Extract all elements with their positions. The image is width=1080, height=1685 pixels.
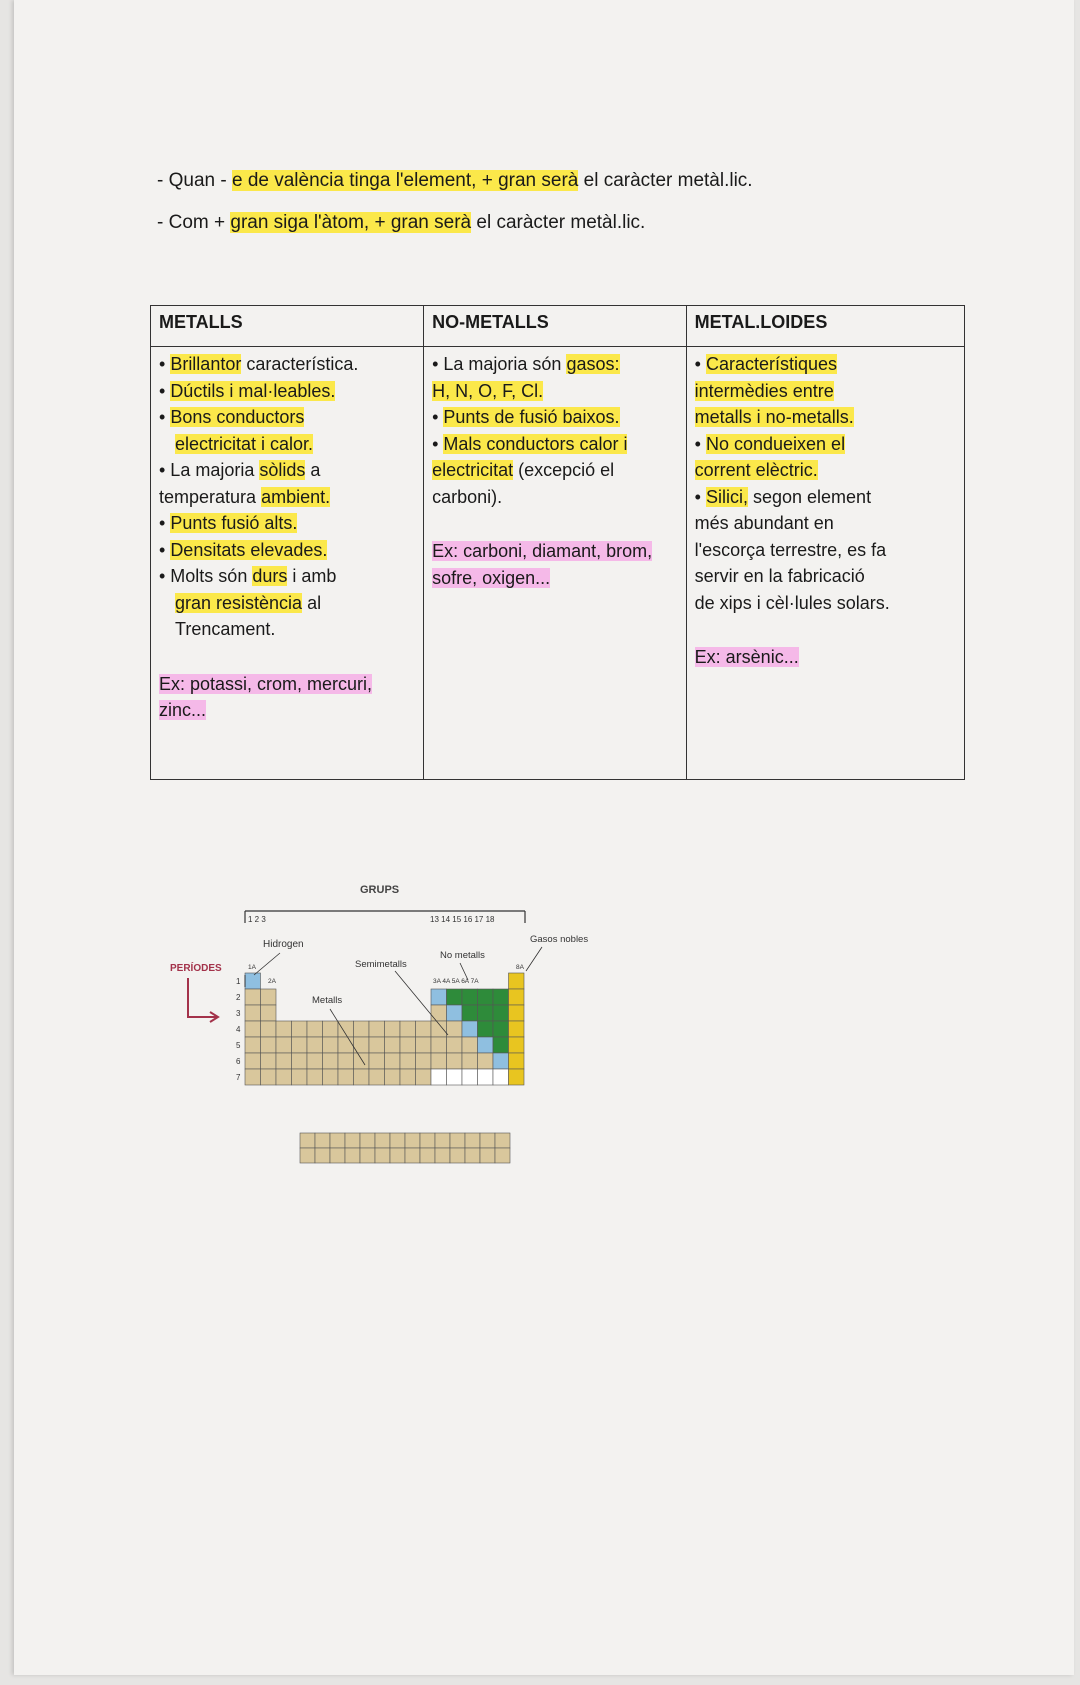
gasos-nobles-label: Gasos nobles [530,934,589,945]
properties-table [150,305,965,780]
metalls-label: Metalls [312,995,343,1006]
element-cell [323,1053,339,1069]
periodes-label: PERÍODES [170,963,222,974]
periodic-cells [245,973,524,1085]
element-cell [330,1133,345,1148]
element-cell [431,1069,447,1085]
table-body-row [151,347,965,780]
list-item: corrent elèctric. [694,460,818,480]
element-cell [509,1053,525,1069]
element-cell [493,1069,509,1085]
element-cell [416,1053,432,1069]
element-cell [338,1037,354,1053]
period-labels [236,977,241,1082]
cell-no-metalls [424,347,687,780]
element-cell [465,1148,480,1163]
element-cell [509,1069,525,1085]
element-cell [478,989,494,1005]
element-cell [245,1005,261,1021]
element-cell [307,1021,323,1037]
rule-highlight: e de valència tinga l'element, + gran serà [231,170,579,191]
element-cell [400,1053,416,1069]
element-cell [245,1037,261,1053]
header-metalls: METALLS [151,306,424,347]
element-cell [261,1021,277,1037]
element-cell [431,1053,447,1069]
element-cell [420,1148,435,1163]
element-cell [261,989,277,1005]
element-cell [385,1053,401,1069]
list-item: intermèdies entre [694,380,834,401]
element-cell [450,1133,465,1148]
list-item: carboni). [432,486,503,507]
element-cell [447,1053,463,1069]
element-cell [385,1069,401,1085]
element-cell [400,1037,416,1053]
element-cell [416,1069,432,1085]
element-cell [462,1005,478,1021]
rule-highlight: gran siga l'àtom, + gran serà [230,212,472,233]
list-item: H, N, O, F, Cl. [432,380,544,401]
list-item: • Silici, segon element [694,486,872,507]
element-cell [261,1005,277,1021]
list-item: electricitat (excepció el [432,460,615,480]
gasos-nobles-pointer [526,947,542,971]
list-item: • La majoria són gasos: [432,354,620,374]
element-cell [493,989,509,1005]
list-item: temperatura ambient. [159,486,331,507]
no-metalls-label: No metalls [440,950,485,961]
element-cell [385,1021,401,1037]
element-cell [360,1133,375,1148]
element-cell [478,1037,494,1053]
element-cell [493,1053,509,1069]
period-number: 1 [236,977,241,986]
element-cell [245,1021,261,1037]
list-item: de xips i cèl·lules solars. [694,592,890,613]
element-cell [307,1069,323,1085]
element-cell [245,1053,261,1069]
element-cell [465,1133,480,1148]
list-item: • Molts són durs i amb [159,566,337,586]
cell-metalloides [686,347,964,780]
element-cell [345,1133,360,1148]
element-cell [245,973,261,989]
element-cell [300,1133,315,1148]
period-number: 4 [236,1025,241,1034]
element-cell [462,1053,478,1069]
groups-left-label: 1 2 3 [248,915,266,924]
element-cell [435,1148,450,1163]
period-number: 6 [236,1057,241,1066]
example-line: zinc... [159,700,207,720]
element-cell [354,1021,370,1037]
cell-metalls [151,347,424,780]
element-cell [480,1133,495,1148]
element-cell [292,1021,308,1037]
list-item: • Dúctils i mal·leables. [159,380,336,401]
element-cell [478,1069,494,1085]
element-cell [307,1037,323,1053]
element-cell [480,1148,495,1163]
table-header-row [151,306,965,347]
rule-valence [157,168,753,194]
rule-text: el caràcter metàl.lic. [471,212,646,233]
element-cell [323,1037,339,1053]
element-cell [261,1037,277,1053]
element-cell [447,1069,463,1085]
list-item: l'escorça terrestre, es fa [694,539,887,560]
rule-text: - Quan - [157,170,232,191]
list-item: • Densitats elevades. [159,539,328,560]
element-cell [345,1148,360,1163]
example-line: sofre, oxigen... [432,567,551,588]
element-cell [495,1148,510,1163]
element-cell [292,1037,308,1053]
list-item: metalls i no-metalls. [694,407,854,427]
element-cell [416,1021,432,1037]
period-number: 5 [236,1041,241,1050]
element-cell [369,1069,385,1085]
paper-sheet [14,0,1074,1675]
element-cell [261,1053,277,1069]
element-cell [509,973,525,989]
period-number: 7 [236,1073,241,1082]
element-cell [462,1037,478,1053]
element-cell [447,1005,463,1021]
element-cell [369,1053,385,1069]
rule-atom-size [157,210,645,236]
list-item: Trencament. [175,619,276,639]
element-cell [400,1069,416,1085]
group-2a-label: 2A [268,978,276,985]
element-cell [416,1037,432,1053]
element-cell [493,1021,509,1037]
element-cell [405,1148,420,1163]
element-cell [420,1133,435,1148]
list-item: gran resistència al [175,592,322,613]
element-cell [292,1069,308,1085]
period-number: 2 [236,993,241,1002]
element-cell [323,1021,339,1037]
element-cell [307,1053,323,1069]
element-cell [292,1053,308,1069]
element-cell [375,1133,390,1148]
semimetalls-label: Semimetalls [355,959,407,970]
element-cell [478,1005,494,1021]
element-cell [462,1069,478,1085]
element-cell [509,1021,525,1037]
element-cell [478,1021,494,1037]
element-cell [276,1021,292,1037]
element-cell [276,1037,292,1053]
element-cell [354,1053,370,1069]
element-cell [245,989,261,1005]
grups-label: GRUPS [360,884,400,896]
element-cell [509,1005,525,1021]
group-1a-label: 1A [248,964,256,971]
element-cell [478,1053,494,1069]
element-cell [462,989,478,1005]
list-item: electricitat i calor. [175,433,314,454]
element-cell [385,1037,401,1053]
list-item: • Mals conductors calor i [432,433,628,454]
group-8a-label: 8A [516,964,524,971]
period-number: 3 [236,1009,241,1018]
element-cell [369,1037,385,1053]
list-item: • Punts de fusió baixos. [432,407,620,427]
list-item: • Bons conductors [159,407,305,427]
element-cell [354,1069,370,1085]
periodic-table-diagram [150,875,630,1185]
element-cell [390,1148,405,1163]
element-cell [431,1037,447,1053]
element-cell [435,1133,450,1148]
element-cell [323,1069,339,1085]
list-item: • Brillantor característica. [159,354,359,374]
lanthanide-actinide-rows [300,1133,510,1163]
list-item: • Característiques [694,354,838,374]
element-cell [360,1148,375,1163]
hidrogen-label: Hidrogen [263,939,304,950]
groups-3a-7a-label: 3A 4A 5A 6A 7A [433,978,479,985]
example-line: Ex: carboni, diamant, brom, [432,541,653,561]
element-cell [375,1148,390,1163]
rule-text: el caràcter metàl.lic. [578,170,753,191]
element-cell [447,989,463,1005]
element-cell [509,1037,525,1053]
element-cell [431,989,447,1005]
example-line: Ex: arsènic... [694,647,799,667]
element-cell [493,1037,509,1053]
element-cell [276,1053,292,1069]
list-item: • La majoria sòlids a [159,460,321,480]
list-item: • No condueixen el [694,433,846,454]
element-cell [330,1148,345,1163]
element-cell [315,1133,330,1148]
element-cell [447,1021,463,1037]
list-item: servir en la fabricació [694,566,865,586]
element-cell [276,1069,292,1085]
element-cell [493,1005,509,1021]
element-cell [369,1021,385,1037]
element-cell [261,1069,277,1085]
element-cell [462,1021,478,1037]
element-cell [390,1133,405,1148]
list-item: més abundant en [694,513,834,533]
hidrogen-pointer [254,953,280,975]
element-cell [495,1133,510,1148]
element-cell [338,1069,354,1085]
list-item: • Punts fusió alts. [159,513,298,533]
element-cell [509,989,525,1005]
element-cell [300,1148,315,1163]
periods-arrow-icon [188,978,216,1017]
groups-right-label: 13 14 15 16 17 18 [430,915,495,924]
rule-text: - Com + [157,212,231,233]
header-metalloides: METAL.LOIDES [686,306,964,347]
element-cell [431,1005,447,1021]
element-cell [315,1148,330,1163]
element-cell [405,1133,420,1148]
element-cell [400,1021,416,1037]
header-no-metalls: NO-METALLS [424,306,687,347]
element-cell [245,1069,261,1085]
element-cell [447,1037,463,1053]
element-cell [338,1053,354,1069]
example-line: Ex: potassi, crom, mercuri, [159,673,373,694]
element-cell [450,1148,465,1163]
